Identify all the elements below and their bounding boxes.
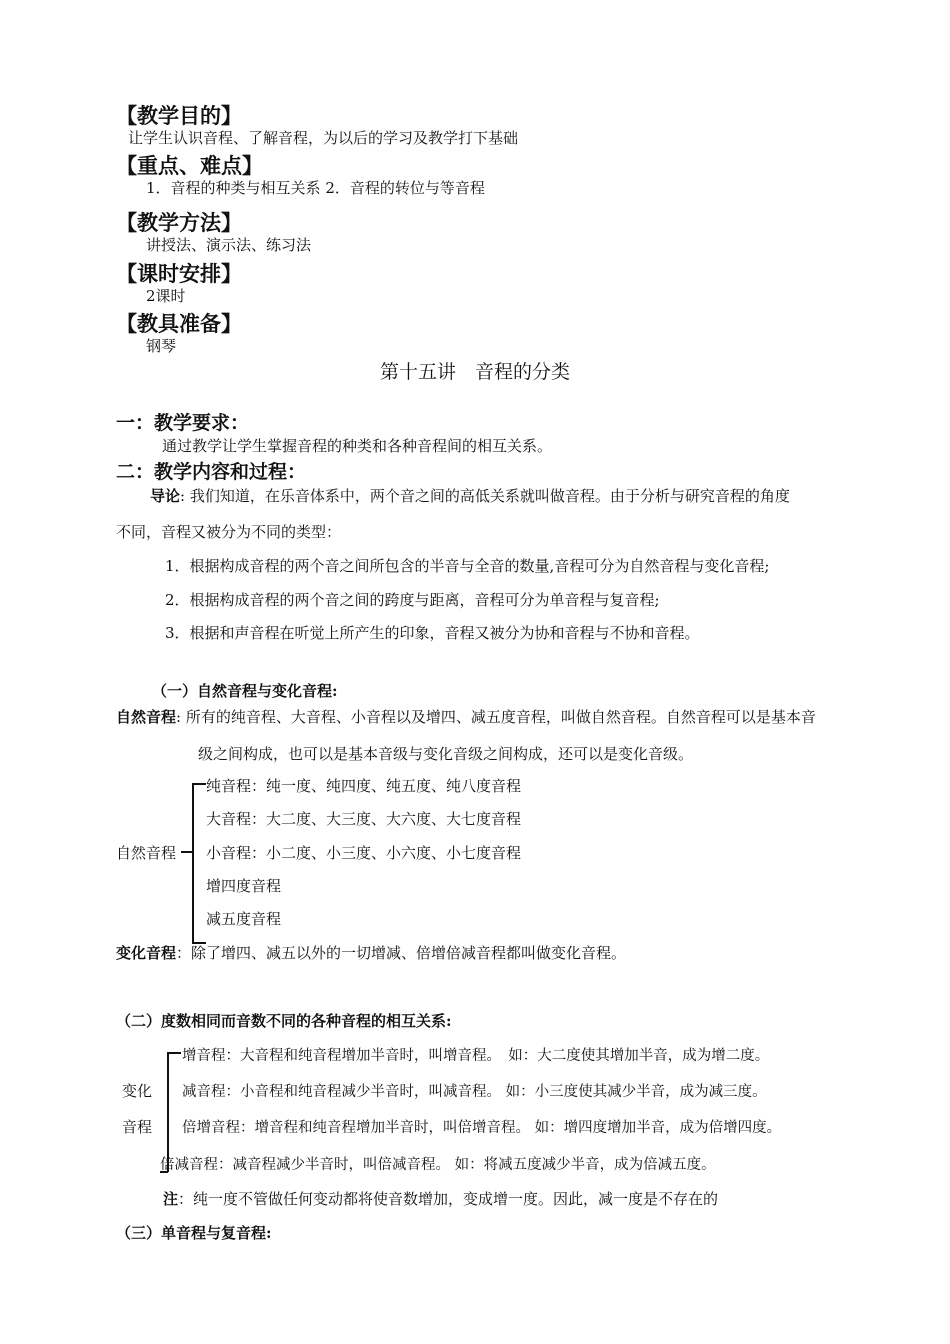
natural-label: 自然音程 — [116, 708, 177, 726]
altered-text: ：除了增四、减五以外的一切增减、倍增倍减音程都叫做变化音程。 — [176, 944, 627, 962]
diminished-interval-item: 减音程：小音程和纯音程减少半音时，叫减音程。 如：小三度使其减少半音，成为减三度。 — [182, 1084, 767, 1100]
natural-definition-line-1 — [116, 706, 816, 727]
altered-tree-root-line-1: 变化 — [122, 1082, 153, 1100]
objective-text: 让学生认识音程、了解音程，为以后的学习及教学打下基础 — [128, 129, 519, 147]
key-points-text: 1．音程的种类与相互关系 2．音程的转位与等音程 — [146, 179, 485, 197]
intro-label: 导论 — [150, 487, 181, 505]
intro-text: : 我们知道，在乐音体系中，两个音之间的高低关系就叫做音程。由于分析与研究音程的角度 — [180, 487, 790, 505]
note-text: ：纯一度不管做任何变动都将使音数增加，变成增一度。因此，减一度是不存在的 — [178, 1190, 719, 1208]
classification-point-3: 3．根据和声音程在听觉上所产生的印象，音程又被分为协和音程与不协和音程。 — [165, 624, 700, 642]
note-label: 注 — [163, 1190, 179, 1208]
method-heading: 【教学方法】 — [116, 211, 242, 235]
altered-tree-bracket-top — [167, 1052, 181, 1054]
note-line — [163, 1188, 718, 1209]
objective-heading: 【教学目的】 — [116, 104, 242, 128]
natural-tree-item-aug4: 增四度音程 — [206, 877, 282, 895]
materials-text: 钢琴 — [146, 337, 177, 355]
natural-tree-bracket-top — [192, 783, 206, 785]
altered-label: 变化音程 — [116, 944, 177, 962]
classification-point-1: 1．根据构成音程的两个音之间所包含的半音与全音的数量,音程可分为自然音程与变化音程; — [165, 557, 770, 575]
intro-line-1 — [150, 485, 790, 506]
natural-definition-line-2: 级之间构成，也可以是基本音级与变化音级之间构成，还可以是变化音级。 — [198, 745, 694, 763]
schedule-text: 2课时 — [146, 287, 186, 305]
natural-tree-item-dim5: 减五度音程 — [206, 910, 282, 928]
teaching-content-heading: 二：教学内容和过程： — [116, 461, 307, 483]
natural-tree-item-minor: 小音程：小二度、小三度、小六度、小七度音程 — [206, 844, 522, 862]
doubly-augmented-item: 倍增音程：增音程和纯音程增加半音时，叫倍增音程。 如：增四度增加半音，成为倍增四度。 — [182, 1120, 782, 1136]
augmented-interval-item: 增音程：大音程和纯音程增加半音时，叫增音程。 如：大二度使其增加半音，成为增二度。 — [182, 1048, 770, 1064]
teaching-requirements-text: 通过教学让学生掌握音程的种类和各种音程间的相互关系。 — [162, 437, 553, 455]
intro-line-2: 不同，音程又被分为不同的类型： — [116, 523, 342, 541]
natural-tree-bracket-vertical — [192, 783, 194, 943]
natural-tree-root: 自然音程 — [116, 844, 177, 862]
materials-heading: 【教具准备】 — [116, 312, 242, 336]
interval-relations-heading: （二）度数相同而音数不同的各种音程的相互关系: — [116, 1012, 452, 1030]
altered-tree-root-line-2: 音程 — [122, 1118, 153, 1136]
schedule-heading: 【课时安排】 — [116, 262, 242, 286]
lecture-title: 第十五讲 音程的分类 — [380, 361, 571, 383]
method-text: 讲授法、演示法、练习法 — [146, 236, 312, 254]
teaching-requirements-heading: 一：教学要求： — [116, 412, 250, 434]
simple-compound-heading: （三）单音程与复音程: — [116, 1224, 272, 1242]
doubly-diminished-item: 倍减音程：减音程减少半音时，叫倍减音程。 如：将减五度减少半音，成为倍减五度。 — [160, 1157, 716, 1173]
natural-definition: : 所有的纯音程、大音程、小音程以及增四、减五度音程，叫做自然音程。自然音程可以是基本音 — [176, 708, 816, 726]
key-points-heading: 【重点、难点】 — [116, 154, 263, 178]
natural-tree-item-major: 大音程：大二度、大三度、大六度、大七度音程 — [206, 810, 522, 828]
natural-tree-item-perfect: 纯音程：纯一度、纯四度、纯五度、纯八度音程 — [206, 777, 522, 795]
natural-tree-bracket-stem — [181, 851, 192, 853]
natural-altered-heading: （一）自然音程与变化音程: — [152, 682, 338, 700]
classification-point-2: 2．根据构成音程的两个音之间的跨度与距离，音程可分为单音程与复音程; — [165, 591, 660, 609]
altered-definition — [116, 942, 626, 963]
